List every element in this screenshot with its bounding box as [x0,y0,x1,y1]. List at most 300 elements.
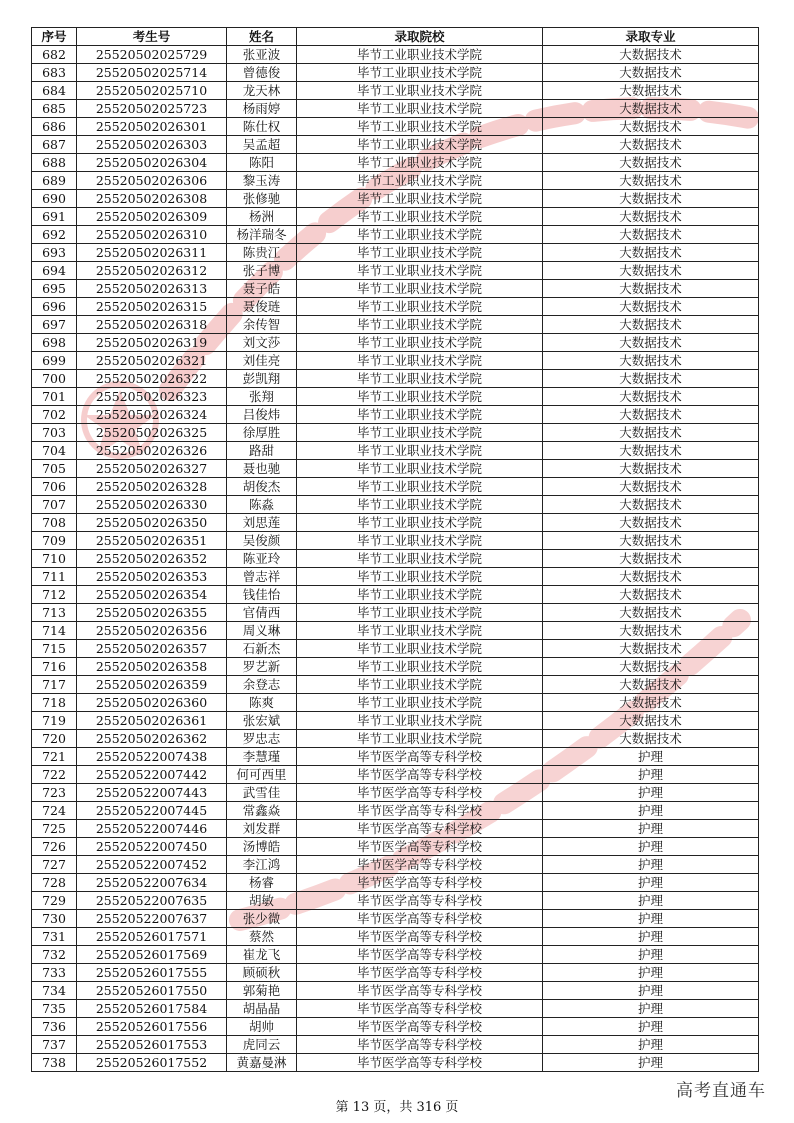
table-row [32,838,759,856]
cell-name: 武雪佳 [227,784,297,802]
table-row [32,82,759,100]
cell-candidate-number: 25520502026328 [77,478,227,496]
cell-major: 护理 [543,1000,759,1018]
cell-name: 刘发群 [227,820,297,838]
header-index: 序号 [32,28,77,46]
cell-major: 大数据技术 [543,622,759,640]
cell-name: 崔龙飞 [227,946,297,964]
table-row [32,316,759,334]
cell-school: 毕节工业职业技术学院 [297,712,543,730]
table-row [32,748,759,766]
cell-index: 687 [32,136,77,154]
cell-major: 大数据技术 [543,640,759,658]
table-row [32,658,759,676]
cell-candidate-number: 25520522007635 [77,892,227,910]
cell-school: 毕节工业职业技术学院 [297,280,543,298]
cell-index: 730 [32,910,77,928]
cell-school: 毕节工业职业技术学院 [297,244,543,262]
cell-school: 毕节医学高等专科学校 [297,748,543,766]
cell-index: 731 [32,928,77,946]
cell-name: 李慧瑾 [227,748,297,766]
table-row [32,172,759,190]
cell-school: 毕节工业职业技术学院 [297,640,543,658]
cell-major: 护理 [543,892,759,910]
table-row [32,208,759,226]
cell-school: 毕节医学高等专科学校 [297,928,543,946]
cell-candidate-number: 25520522007442 [77,766,227,784]
cell-school: 毕节工业职业技术学院 [297,568,543,586]
cell-index: 686 [32,118,77,136]
cell-school: 毕节医学高等专科学校 [297,1036,543,1054]
cell-candidate-number: 25520502026357 [77,640,227,658]
cell-candidate-number: 25520502026327 [77,460,227,478]
cell-major: 大数据技术 [543,316,759,334]
cell-name: 陈淼 [227,496,297,514]
cell-candidate-number: 25520502026353 [77,568,227,586]
cell-candidate-number: 25520502026356 [77,622,227,640]
cell-candidate-number: 25520502026312 [77,262,227,280]
cell-index: 696 [32,298,77,316]
table-row [32,442,759,460]
cell-major: 大数据技术 [543,190,759,208]
cell-major: 护理 [543,910,759,928]
cell-candidate-number: 25520502026323 [77,388,227,406]
cell-name: 张宏斌 [227,712,297,730]
cell-major: 大数据技术 [543,586,759,604]
cell-candidate-number: 25520526017553 [77,1036,227,1054]
cell-index: 710 [32,550,77,568]
cell-candidate-number: 25520502026325 [77,424,227,442]
table-row [32,118,759,136]
cell-index: 733 [32,964,77,982]
cell-name: 黄嘉曼淋 [227,1054,297,1072]
cell-major: 大数据技术 [543,370,759,388]
cell-name: 杨睿 [227,874,297,892]
cell-name: 罗忠志 [227,730,297,748]
cell-candidate-number: 25520502025723 [77,100,227,118]
cell-school: 毕节医学高等专科学校 [297,910,543,928]
cell-major: 大数据技术 [543,406,759,424]
cell-school: 毕节工业职业技术学院 [297,118,543,136]
cell-name: 罗艺新 [227,658,297,676]
cell-major: 大数据技术 [543,712,759,730]
cell-candidate-number: 25520502026351 [77,532,227,550]
table-row [32,802,759,820]
cell-school: 毕节工业职业技术学院 [297,442,543,460]
cell-name: 常鑫焱 [227,802,297,820]
cell-index: 734 [32,982,77,1000]
cell-school: 毕节工业职业技术学院 [297,550,543,568]
cell-index: 690 [32,190,77,208]
table-row [32,406,759,424]
cell-candidate-number: 25520526017550 [77,982,227,1000]
cell-candidate-number: 25520522007452 [77,856,227,874]
cell-candidate-number: 25520522007446 [77,820,227,838]
table-row [32,946,759,964]
cell-major: 大数据技术 [543,244,759,262]
table-row [32,1054,759,1072]
table-row [32,1000,759,1018]
cell-candidate-number: 25520502026304 [77,154,227,172]
cell-school: 毕节工业职业技术学院 [297,532,543,550]
cell-school: 毕节工业职业技术学院 [297,586,543,604]
table-row [32,928,759,946]
admission-table [31,27,759,1072]
cell-name: 余传智 [227,316,297,334]
cell-school: 毕节工业职业技术学院 [297,406,543,424]
table-row [32,100,759,118]
cell-major: 大数据技术 [543,280,759,298]
table-row [32,820,759,838]
cell-major: 大数据技术 [543,496,759,514]
cell-index: 682 [32,46,77,64]
cell-major: 大数据技术 [543,658,759,676]
cell-school: 毕节医学高等专科学校 [297,874,543,892]
table-row [32,604,759,622]
cell-school: 毕节工业职业技术学院 [297,622,543,640]
cell-index: 699 [32,352,77,370]
cell-school: 毕节工业职业技术学院 [297,730,543,748]
cell-school: 毕节工业职业技术学院 [297,424,543,442]
cell-major: 大数据技术 [543,82,759,100]
cell-index: 737 [32,1036,77,1054]
table-row [32,964,759,982]
cell-name: 张子博 [227,262,297,280]
cell-index: 712 [32,586,77,604]
table-row [32,46,759,64]
cell-index: 714 [32,622,77,640]
cell-candidate-number: 25520502026322 [77,370,227,388]
cell-candidate-number: 25520502026352 [77,550,227,568]
cell-name: 陈亚玲 [227,550,297,568]
cell-major: 大数据技术 [543,694,759,712]
cell-index: 732 [32,946,77,964]
cell-major: 大数据技术 [543,676,759,694]
cell-index: 689 [32,172,77,190]
cell-index: 683 [32,64,77,82]
table-row [32,676,759,694]
cell-name: 徐厚胜 [227,424,297,442]
cell-school: 毕节医学高等专科学校 [297,1018,543,1036]
cell-name: 曾德俊 [227,64,297,82]
cell-candidate-number: 25520526017571 [77,928,227,946]
cell-school: 毕节工业职业技术学院 [297,64,543,82]
cell-index: 692 [32,226,77,244]
cell-major: 大数据技术 [543,388,759,406]
cell-major: 大数据技术 [543,550,759,568]
cell-major: 大数据技术 [543,46,759,64]
cell-school: 毕节医学高等专科学校 [297,820,543,838]
cell-major: 大数据技术 [543,298,759,316]
cell-candidate-number: 25520522007438 [77,748,227,766]
cell-name: 郭菊艳 [227,982,297,1000]
table-body [32,46,759,1072]
cell-major: 护理 [543,784,759,802]
cell-index: 726 [32,838,77,856]
header-major: 录取专业 [543,28,759,46]
cell-major: 大数据技术 [543,514,759,532]
table-row [32,334,759,352]
table-row [32,280,759,298]
cell-candidate-number: 25520502026309 [77,208,227,226]
cell-major: 大数据技术 [543,334,759,352]
table-row [32,640,759,658]
cell-name: 曾志祥 [227,568,297,586]
cell-name: 聂俊琏 [227,298,297,316]
cell-name: 胡帅 [227,1018,297,1036]
cell-candidate-number: 25520526017555 [77,964,227,982]
cell-candidate-number: 25520502025710 [77,82,227,100]
table-row [32,64,759,82]
cell-name: 李江鸿 [227,856,297,874]
cell-candidate-number: 25520502026362 [77,730,227,748]
table-row [32,550,759,568]
cell-name: 吕俊炜 [227,406,297,424]
cell-major: 大数据技术 [543,172,759,190]
cell-school: 毕节工业职业技术学院 [297,316,543,334]
header-name: 姓名 [227,28,297,46]
cell-school: 毕节工业职业技术学院 [297,298,543,316]
cell-index: 703 [32,424,77,442]
table-row [32,874,759,892]
cell-school: 毕节工业职业技术学院 [297,334,543,352]
table-row [32,1036,759,1054]
cell-index: 713 [32,604,77,622]
table-row [32,496,759,514]
cell-school: 毕节工业职业技术学院 [297,208,543,226]
cell-school: 毕节工业职业技术学院 [297,352,543,370]
cell-name: 汤博皓 [227,838,297,856]
table-row [32,532,759,550]
cell-candidate-number: 25520502026301 [77,118,227,136]
cell-major: 大数据技术 [543,568,759,586]
cell-name: 余登志 [227,676,297,694]
cell-major: 大数据技术 [543,604,759,622]
cell-index: 719 [32,712,77,730]
cell-major: 大数据技术 [543,730,759,748]
cell-school: 毕节工业职业技术学院 [297,478,543,496]
table-row [32,226,759,244]
cell-name: 顾硕秋 [227,964,297,982]
cell-school: 毕节工业职业技术学院 [297,676,543,694]
cell-major: 大数据技术 [543,226,759,244]
cell-candidate-number: 25520502026330 [77,496,227,514]
cell-index: 694 [32,262,77,280]
table-header-row [32,28,759,46]
cell-school: 毕节工业职业技术学院 [297,172,543,190]
table-row [32,514,759,532]
cell-name: 何可西里 [227,766,297,784]
cell-major: 护理 [543,874,759,892]
header-school: 录取院校 [297,28,543,46]
cell-name: 聂也驰 [227,460,297,478]
table-row [32,190,759,208]
cell-major: 大数据技术 [543,478,759,496]
cell-major: 大数据技术 [543,64,759,82]
cell-major: 护理 [543,820,759,838]
cell-name: 龙天林 [227,82,297,100]
cell-index: 691 [32,208,77,226]
cell-major: 大数据技术 [543,100,759,118]
cell-candidate-number: 25520502026313 [77,280,227,298]
cell-candidate-number: 25520502026350 [77,514,227,532]
cell-index: 728 [32,874,77,892]
cell-candidate-number: 25520522007443 [77,784,227,802]
cell-candidate-number: 25520502026354 [77,586,227,604]
table-row [32,784,759,802]
cell-candidate-number: 25520522007637 [77,910,227,928]
cell-name: 周义琳 [227,622,297,640]
cell-candidate-number: 25520502026315 [77,298,227,316]
cell-name: 张少微 [227,910,297,928]
cell-school: 毕节工业职业技术学院 [297,460,543,478]
cell-school: 毕节工业职业技术学院 [297,496,543,514]
table-row [32,136,759,154]
cell-major: 护理 [543,856,759,874]
table-row [32,910,759,928]
cell-name: 刘思莲 [227,514,297,532]
table-row [32,460,759,478]
cell-major: 护理 [543,928,759,946]
table-row [32,424,759,442]
cell-school: 毕节医学高等专科学校 [297,838,543,856]
cell-index: 722 [32,766,77,784]
cell-school: 毕节工业职业技术学院 [297,514,543,532]
cell-index: 684 [32,82,77,100]
cell-name: 陈阳 [227,154,297,172]
header-candidate-number: 考生号 [77,28,227,46]
cell-candidate-number: 25520502026358 [77,658,227,676]
page-footer: 第 13 页，共 316 页 [335,1100,459,1115]
cell-index: 688 [32,154,77,172]
table-row [32,586,759,604]
table-row [32,352,759,370]
cell-major: 护理 [543,748,759,766]
cell-index: 735 [32,1000,77,1018]
table-row [32,856,759,874]
cell-name: 钱佳怡 [227,586,297,604]
cell-index: 738 [32,1054,77,1072]
table-row [32,262,759,280]
cell-school: 毕节医学高等专科学校 [297,1054,543,1072]
cell-candidate-number: 25520526017552 [77,1054,227,1072]
table-row [32,892,759,910]
cell-major: 护理 [543,946,759,964]
cell-candidate-number: 25520502026310 [77,226,227,244]
cell-index: 707 [32,496,77,514]
cell-name: 刘佳亮 [227,352,297,370]
cell-candidate-number: 25520502026360 [77,694,227,712]
cell-candidate-number: 25520522007445 [77,802,227,820]
cell-index: 736 [32,1018,77,1036]
cell-name: 黎玉涛 [227,172,297,190]
cell-index: 685 [32,100,77,118]
cell-name: 彭凯翔 [227,370,297,388]
cell-candidate-number: 25520526017569 [77,946,227,964]
cell-major: 大数据技术 [543,118,759,136]
cell-candidate-number: 25520526017556 [77,1018,227,1036]
cell-school: 毕节医学高等专科学校 [297,982,543,1000]
cell-candidate-number: 25520502026311 [77,244,227,262]
cell-index: 698 [32,334,77,352]
cell-candidate-number: 25520526017584 [77,1000,227,1018]
cell-index: 717 [32,676,77,694]
cell-candidate-number: 25520502026319 [77,334,227,352]
cell-index: 704 [32,442,77,460]
cell-major: 大数据技术 [543,424,759,442]
cell-name: 胡敏 [227,892,297,910]
cell-candidate-number: 25520522007450 [77,838,227,856]
cell-major: 大数据技术 [543,352,759,370]
cell-index: 720 [32,730,77,748]
table-row [32,370,759,388]
cell-index: 724 [32,802,77,820]
table-row [32,712,759,730]
cell-name: 杨雨婷 [227,100,297,118]
table-row [32,730,759,748]
cell-school: 毕节工业职业技术学院 [297,154,543,172]
cell-candidate-number: 25520502026306 [77,172,227,190]
cell-major: 护理 [543,1018,759,1036]
cell-candidate-number: 25520502026359 [77,676,227,694]
cell-name: 杨洲 [227,208,297,226]
cell-school: 毕节医学高等专科学校 [297,964,543,982]
table-row [32,154,759,172]
cell-candidate-number: 25520502025729 [77,46,227,64]
cell-candidate-number: 25520502026321 [77,352,227,370]
cell-major: 护理 [543,766,759,784]
cell-name: 杨洋瑞冬 [227,226,297,244]
cell-index: 697 [32,316,77,334]
cell-name: 路甜 [227,442,297,460]
cell-name: 陈爽 [227,694,297,712]
cell-major: 大数据技术 [543,136,759,154]
cell-school: 毕节医学高等专科学校 [297,784,543,802]
cell-school: 毕节医学高等专科学校 [297,766,543,784]
cell-school: 毕节工业职业技术学院 [297,190,543,208]
cell-index: 706 [32,478,77,496]
table-row [32,982,759,1000]
cell-index: 693 [32,244,77,262]
cell-index: 721 [32,748,77,766]
cell-school: 毕节医学高等专科学校 [297,892,543,910]
cell-name: 虎同云 [227,1036,297,1054]
cell-index: 702 [32,406,77,424]
cell-candidate-number: 25520502026303 [77,136,227,154]
cell-school: 毕节工业职业技术学院 [297,82,543,100]
cell-candidate-number: 25520502026308 [77,190,227,208]
cell-school: 毕节工业职业技术学院 [297,136,543,154]
cell-index: 695 [32,280,77,298]
cell-index: 727 [32,856,77,874]
cell-name: 胡俊杰 [227,478,297,496]
cell-candidate-number: 25520502026318 [77,316,227,334]
cell-index: 708 [32,514,77,532]
cell-index: 700 [32,370,77,388]
cell-candidate-number: 25520502026361 [77,712,227,730]
cell-school: 毕节工业职业技术学院 [297,262,543,280]
cell-name: 吴孟超 [227,136,297,154]
cell-index: 715 [32,640,77,658]
cell-candidate-number: 25520502025714 [77,64,227,82]
cell-index: 723 [32,784,77,802]
cell-school: 毕节工业职业技术学院 [297,100,543,118]
cell-major: 护理 [543,1054,759,1072]
brand-watermark-text: 高考直通车 [676,1081,766,1101]
cell-name: 张翔 [227,388,297,406]
table-row [32,478,759,496]
cell-major: 大数据技术 [543,262,759,280]
